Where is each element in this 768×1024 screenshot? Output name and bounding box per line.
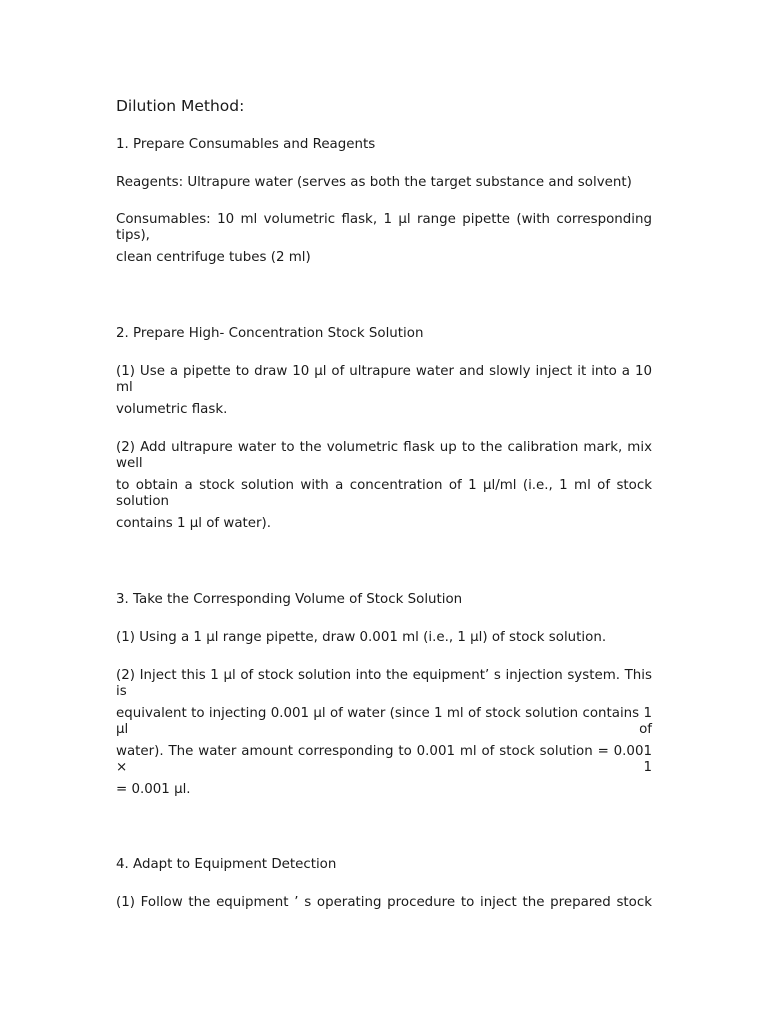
- section-3-heading: 3. Take the Corresponding Volume of Stock Solution: [116, 592, 463, 607]
- consumables-line-2: clean centrifuge tubes (2 ml): [116, 250, 311, 265]
- section-3-step-2-line-1: (2) Inject this 1 μl of stock solution into the equipment’ s injection system. This is: [116, 668, 652, 699]
- consumables-line-1: Consumables: 10 ml volumetric flask, 1 μl range pipette (with corresponding tips),: [116, 212, 652, 243]
- section-2-step-1-line-2: volumetric flask.: [116, 402, 228, 417]
- section-3-step-2-line-2: equivalent to injecting 0.001 μl of water (since 1 ml of stock solution contains 1 μl of: [116, 706, 652, 737]
- section-3-step-1-line-1: (1) Using a 1 μl range pipette, draw 0.001 ml (i.e., 1 μl) of stock solution.: [116, 630, 607, 645]
- section-2-step-1-line-1: (1) Use a pipette to draw 10 μl of ultrapure water and slowly inject it into a 10 ml: [116, 364, 652, 395]
- section-3-step-2-line-4: = 0.001 μl.: [116, 782, 191, 797]
- section-2-step-2-line-1: (2) Add ultrapure water to the volumetric flask up to the calibration mark, mix well: [116, 440, 652, 471]
- section-4-step-1-line-1: (1) Follow the equipment ’ s operating procedure to inject the prepared stock: [116, 895, 652, 910]
- reagents-line: Reagents: Ultrapure water (serves as both the target substance and solvent): [116, 175, 632, 190]
- section-2-step-2-line-3: contains 1 μl of water).: [116, 516, 272, 531]
- section-2-step-2-line-2: to obtain a stock solution with a concentration of 1 μl/ml (i.e., 1 ml of stock solution: [116, 478, 652, 509]
- section-2-heading: 2. Prepare High- Concentration Stock Solution: [116, 326, 424, 341]
- section-1-heading: 1. Prepare Consumables and Reagents: [116, 137, 376, 152]
- document-title: Dilution Method:: [116, 97, 245, 115]
- section-4-heading: 4. Adapt to Equipment Detection: [116, 857, 337, 872]
- section-3-step-2-line-3: water). The water amount corresponding to 0.001 ml of stock solution = 0.001 × 1: [116, 744, 652, 775]
